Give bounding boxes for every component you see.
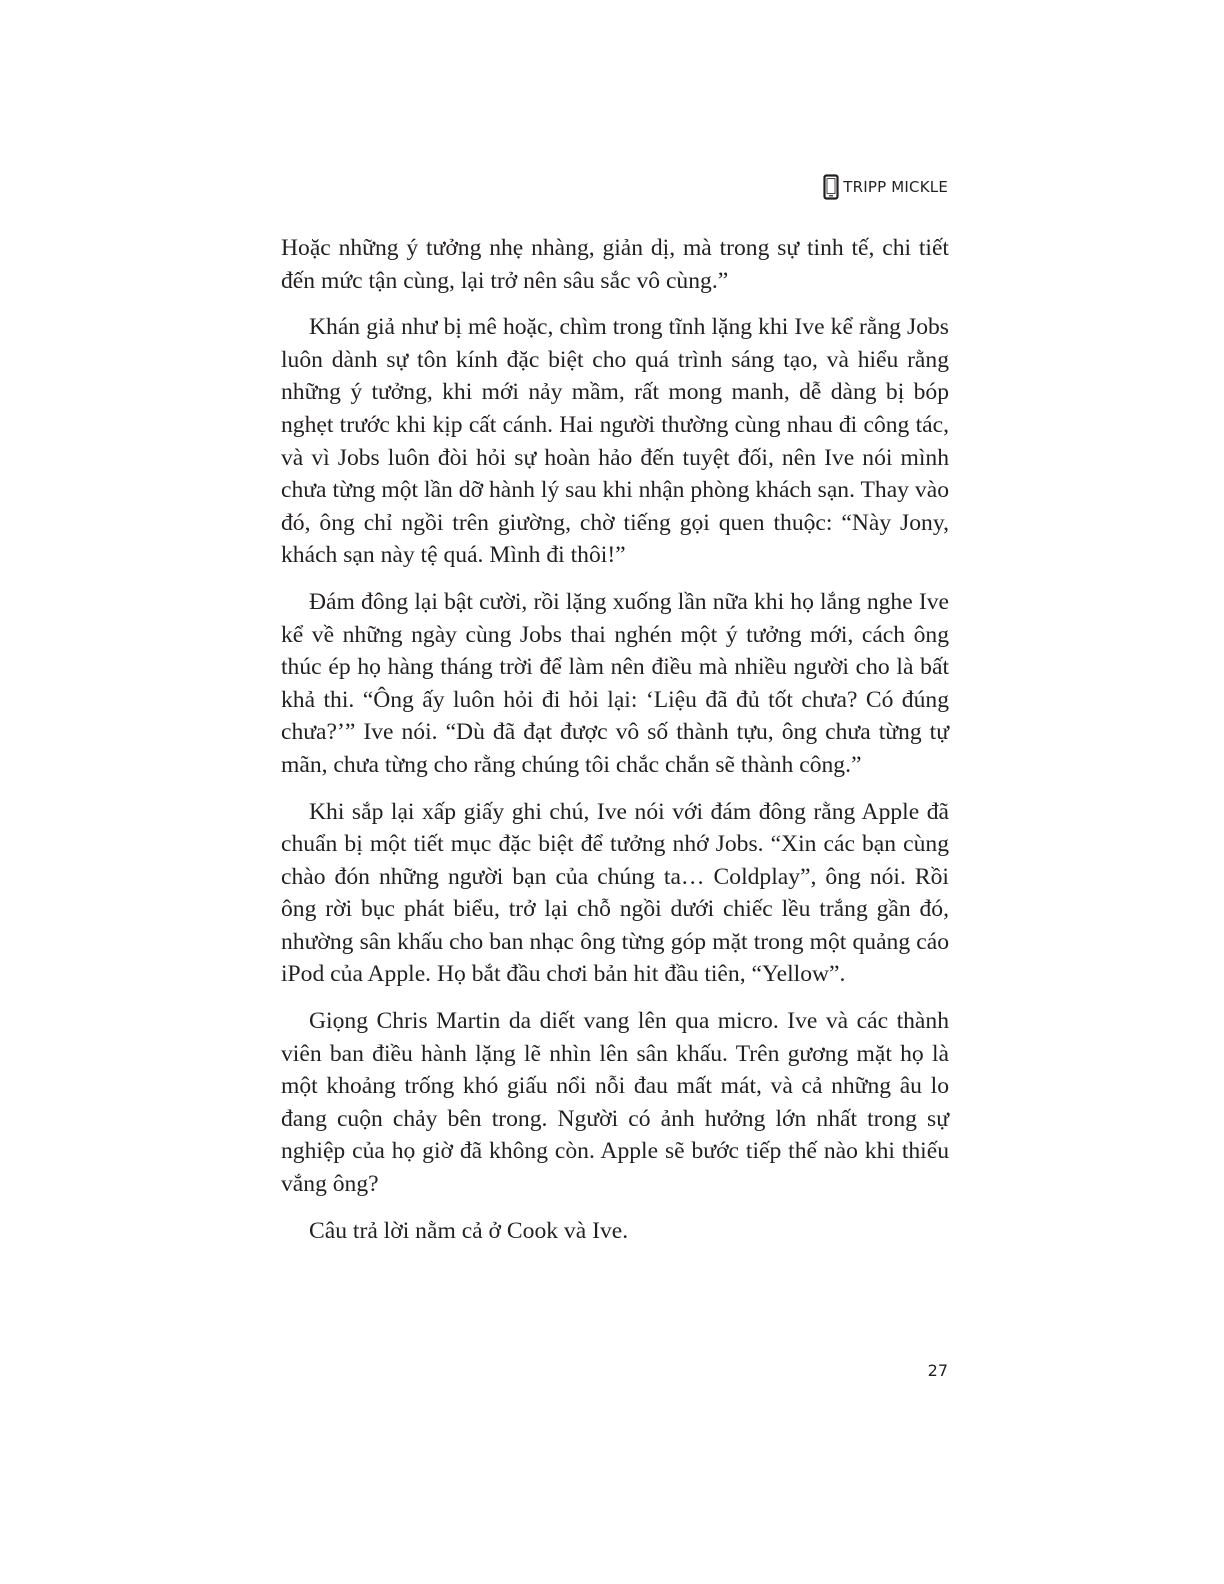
body-text — [281, 232, 949, 1261]
paragraph-2: Khán giả như bị mê hoặc, chìm trong tĩnh lặng khi Ive kể rằng Jobs luôn dành sự tôn kính đặc biệt cho quá trình sáng tạo, và hiểu rằng những ý tưởng, khi mới nảy mầm, rất mong manh, dễ dàng bị bóp nghẹt trước khi kịp cất cánh. Hai người thường cùng nhau đi công tác, và vì Jobs luôn đòi hỏi sự hoàn hảo đến tuyệt đối, nên Ive nói mình chưa từng một lần dỡ hành lý sau khi nhận phòng khách sạn. Thay vào đó, ông chỉ ngồi trên giường, chờ tiếng gọi quen thuộc: “Này Jony, khách sạn này tệ quá. Mình đi thôi!” — [281, 314, 949, 569]
paragraph-4: Khi sắp lại xấp giấy ghi chú, Ive nói với đám đông rằng Apple đã chuẩn bị một tiết mục đặc biệt để tưởng nhớ Jobs. “Xin các bạn cùng chào đón những người bạn của chúng ta… Coldplay”, ông nói. Rồi ông rời bục phát biểu, trở lại chỗ ngồi dưới chiếc lều trắng gần đó, nhường sân khấu cho ban nhạc ông từng góp mặt trong một quảng cáo iPod của Apple. Họ bắt đầu chơi bản hit đầu tiên, “Yellow”. — [281, 798, 949, 988]
paragraph-5: Giọng Chris Martin da diết vang lên qua micro. Ive và các thành viên ban điều hành lặng lẽ nhìn lên sân khấu. Trên gương mặt họ là một khoảng trống khó giấu nổi nỗi đau mất mát, và cả những âu lo đang cuộn chảy bên trong. Người có ảnh hưởng lớn nhất trong sự nghiệp của họ giờ đã không còn. Apple sẽ bước tiếp thế nào khi thiếu vắng ông? — [281, 1008, 949, 1198]
page-number: 27 — [927, 1361, 948, 1380]
paragraph-6: Câu trả lời nằm cả ở Cook và Ive. — [309, 1217, 629, 1244]
author-name: TRIPP MICKLE — [843, 178, 948, 196]
paragraph-1: Hoặc những ý tưởng nhẹ nhàng, giản dị, mà trong sự tinh tế, chi tiết đến mức tận cùng, lại trở nên sâu sắc vô cùng.” — [281, 235, 949, 294]
running-header — [823, 174, 948, 200]
smartphone-icon — [823, 174, 839, 200]
paragraph-3: Đám đông lại bật cười, rồi lặng xuống lần nữa khi họ lắng nghe Ive kể về những ngày cùng Jobs thai nghén một ý tưởng mới, cách ông thúc ép họ hàng tháng trời để làm nên điều mà nhiều người cho là bất khả thi. “Ông ấy luôn hỏi đi hỏi lại: ‘Liệu đã đủ tốt chưa? Có đúng chưa?’” Ive nói. “Dù đã đạt được vô số thành tựu, ông chưa từng tự mãn, chưa từng cho rằng chúng tôi chắc chắn sẽ thành công.” — [281, 588, 949, 778]
